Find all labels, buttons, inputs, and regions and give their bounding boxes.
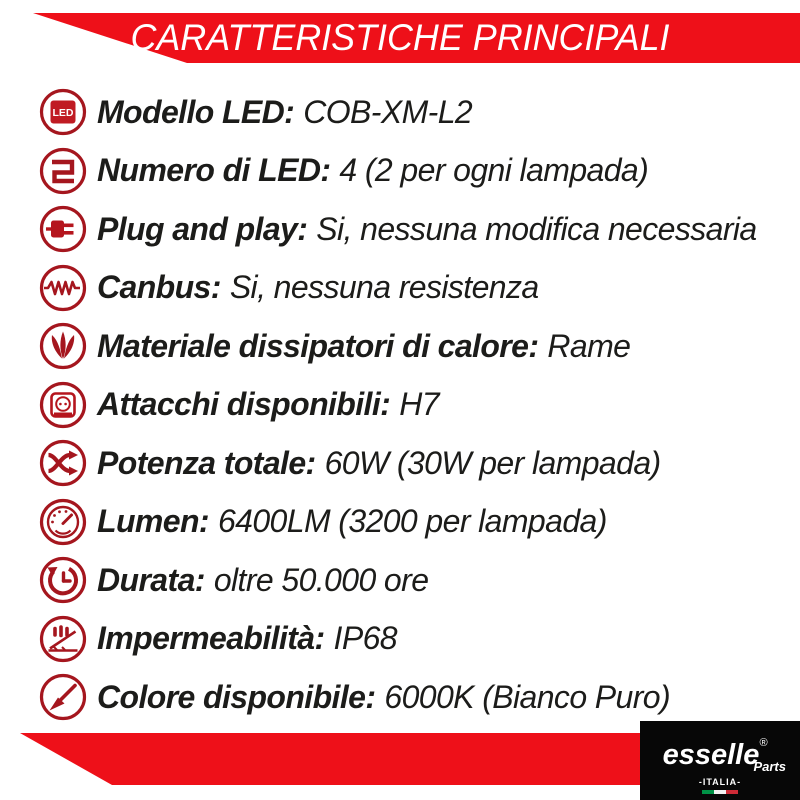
feature-label: Plug and play: [97,210,308,247]
feature-value: COB-XM-L2 [303,93,473,130]
feature-row [38,437,661,489]
feature-value: Si, nessuna modifica necessaria [316,210,757,247]
feature-value: 60W (30W per lampada) [324,444,661,481]
feature-label: Materiale dissipatori di calore: [97,327,539,364]
feature-value: 6000K (Bianco Puro) [384,678,671,715]
feature-text [97,386,439,423]
feature-label: Numero di LED: [97,152,331,188]
feature-row [38,262,539,314]
feature-value: 6400LM (3200 per lampada) [217,503,607,539]
feature-row [38,320,630,372]
feature-text [97,211,757,248]
feature-row [38,613,397,665]
brand-sub-label: Parts [753,759,786,774]
feature-text [97,269,539,306]
brand-country-label: -ITALIA- [698,777,742,787]
canbus-icon [38,263,88,313]
color-icon [38,672,88,722]
feature-row [38,203,757,255]
brand-wordmark: esselle [662,739,760,771]
feature-label: Potenza totale: [97,444,316,481]
feature-row [38,671,670,723]
power-icon [38,438,88,488]
feature-value: Rame [547,327,631,364]
feature-row [38,86,472,138]
count-icon [38,146,88,196]
waterproof-icon [38,614,88,664]
gauge-icon [38,497,88,547]
heatsink-icon [38,321,88,371]
feature-label: Durata: [97,561,205,598]
feature-label: Lumen: [97,503,209,539]
feature-label: Canbus: [97,269,221,305]
feature-row [38,145,648,197]
feature-label: Attacchi disponibili: [97,386,391,422]
page-title: CARATTERISTICHE PRINCIPALI [130,17,670,58]
feature-text [97,445,661,482]
feature-label: Colore disponibile: [97,678,376,715]
feature-row [38,496,607,548]
feature-value: oltre 50.000 ore [213,561,429,598]
feature-text [97,503,607,540]
feature-label: Modello LED: [97,93,295,130]
feature-row [38,379,439,431]
feature-text [97,94,472,131]
feature-text [97,562,428,599]
feature-value: IP68 [333,620,397,656]
feature-label: Impermeabilità: [97,620,325,656]
plug-icon [38,204,88,254]
feature-text [97,620,397,657]
registered-trademark-icon: ® [759,737,768,749]
socket-icon [38,380,88,430]
svg-text:LED: LED [52,107,74,119]
led-icon [38,87,88,137]
italy-flag-icon [702,790,738,794]
feature-text [97,328,630,365]
feature-text [97,152,648,189]
feature-value: Si, nessuna resistenza [229,269,539,305]
feature-value: 4 (2 per ogni lampada) [339,152,649,188]
feature-row [38,554,428,606]
lifetime-icon [38,555,88,605]
feature-value: H7 [399,386,439,422]
brand-logo [640,721,800,800]
feature-text [97,679,670,716]
